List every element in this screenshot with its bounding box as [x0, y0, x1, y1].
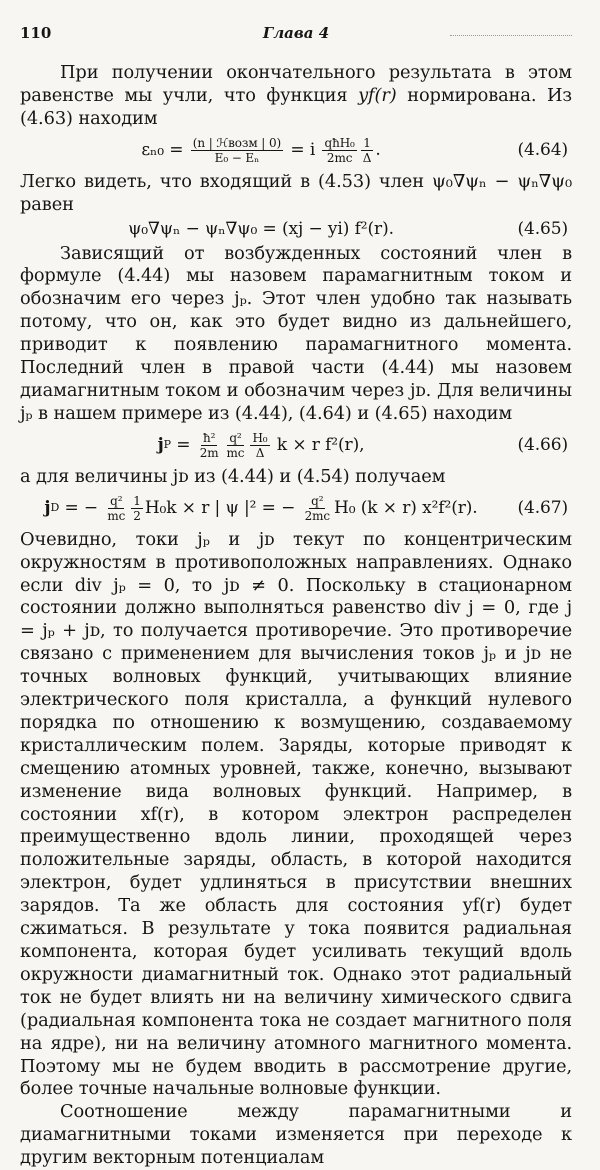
equation-4-67-number: (4.67)	[517, 498, 568, 519]
page-header	[20, 24, 572, 46]
equation-4-67-formula: j D = − $\frac{\text{q²}}{mc}$ $\frac{1}{2}$ H₀k × r | ψ |² = − $\frac{\text{q²}}{2mc}$ H₀ (k × r) x²f²(r).	[44, 494, 478, 524]
equation-4-66	[20, 426, 572, 466]
paragraph-3: Зависящий от возбужденных состояний член в формуле (4.44) мы назовем парамагнитным током и обозначим его через jₚ. Этот член удобно так называть потому, что он, как это будет видно из дальнейшего, приводит к появлению парамагнитного момента. Последний член в правой части (4.44) мы назовем диамагнитным током и обозначим через jᴅ. Для величины jₚ в нашем примере из (4.44), (4.64) и (4.65) находим	[20, 242, 572, 424]
page-number: 110	[20, 24, 52, 42]
equation-4-66-number: (4.66)	[517, 435, 568, 456]
equation-4-64	[20, 131, 572, 171]
equation-4-65-formula: ψ₀∇ψₙ − ψₙ∇ψ₀ = (xj − yi) f²(r).	[128, 219, 394, 240]
paragraph-1: При получении окончательного результата в этом равенстве мы учли, что функция yf(r) нормирована. Из (4.63) находим	[20, 62, 572, 129]
paragraph-4: а для величины jᴅ из (4.44) и (4.54) получаем	[20, 465, 446, 487]
equation-4-65-number: (4.65)	[517, 219, 568, 240]
equation-4-66-formula: j P = $\frac{\text{ħ²}}{2m}$ $\frac{\text{q²}}{mc}$ $\frac{\text{H₀}}{\Delta}$ k × r f²(r),	[157, 431, 365, 461]
equation-4-67	[20, 489, 572, 529]
paragraph-6: Соотношение между парамагнитными и диамагнитными токами изменяется при переходе к другим векторным потенциалам	[20, 1101, 572, 1169]
paragraph-2: Легко видеть, что входящий в (4.53) член ψ₀∇ψₙ − ψₙ∇ψ₀ равен	[20, 170, 572, 215]
equation-4-65	[20, 217, 572, 243]
chapter-title: Глава 4	[262, 24, 330, 42]
header-rule	[450, 35, 572, 36]
math-yf: yf(r)	[358, 84, 397, 106]
paragraph-5: Очевидно, токи jₚ и jᴅ текут по концентрическим окружностям в противоположных направлениях. Однако если div jₚ = 0, то jᴅ ≠ 0. Поскольку в стационарном состоянии должно выполняться равенство div j = 0, где j = jₚ + jᴅ, то получается противоречие. Это противоречие связано с применением для вычисления токов jₚ и jᴅ не точных волновых функций, учитывающих влияние электрического поля кристалла, а функций нулевого порядка по отношению к возмущению, создаваемому кристаллическим полем. Заряды, которые приводят к смещению атомных уровней, также, конечно, вызывают изменение вида волновых функций. Например, в состоянии xf(r), в котором электрон распределен преимущественно вдоль линии, проходящей через положительные заряды, область, в которой находится электрон, будет удлиняться в присутствии внешних зарядов. Та же область для состояния yf(r) будет сжиматься. В результате у тока появится радиальная компонента, которая будет усиливать текущий вдоль окружности диамагнитный ток. Однако этот радиальный ток не будет влиять ни на величину химического сдвига (радиальная компонента тока не создает магнитного поля на ядре), ни на величину атомного магнитного момента. Поэтому мы не будем вводить в рассмотрение другие, более точные начальные волновые функции.	[20, 528, 572, 1100]
page-body	[20, 62, 572, 1170]
equation-4-64-number: (4.64)	[517, 140, 568, 161]
equation-4-64-formula: εₙ₀ = $\frac{\text{(n | ℋвозм | 0)}}{\text{E₀ − Eₙ}}$ = i $\frac{\text{qħH₀}}{2mc}$ $\frac{1}{\Delta}$ .	[141, 136, 381, 166]
